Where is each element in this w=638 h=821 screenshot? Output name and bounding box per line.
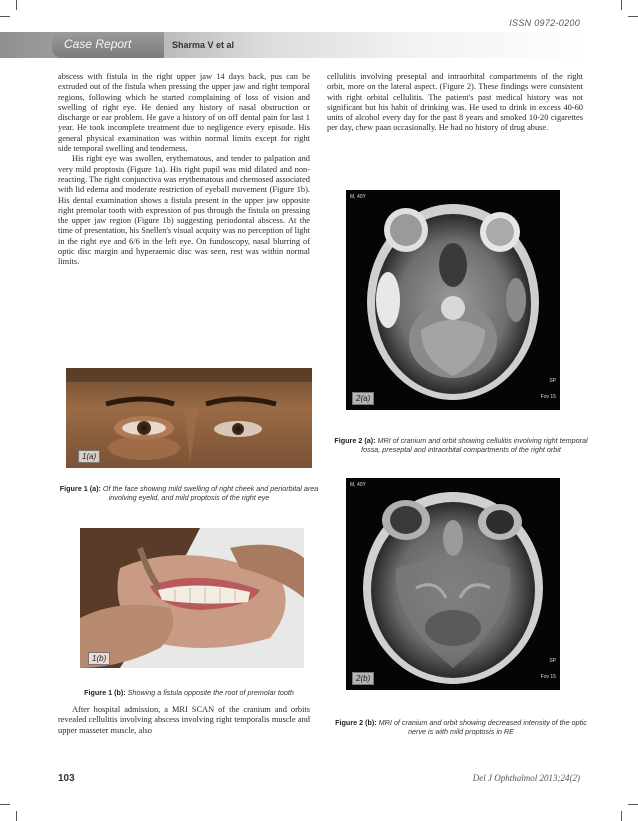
figure-1b-label: 1(b) (88, 652, 110, 665)
crop-mark (0, 804, 10, 805)
figure-2b-label: 2(b) (352, 672, 374, 685)
crop-mark (621, 811, 622, 821)
paragraph: After hospital admission, a MRI SCAN of the cranium and orbits revealed cellulitis involving abscess involving right temporalis muscle and upper masseter muscle, also (58, 705, 310, 735)
figure-1a-caption (58, 484, 320, 502)
section-label: Case Report (64, 37, 132, 51)
caption-text: Showing a fistula opposite the root of premolar tooth (125, 688, 294, 697)
figure-1a-label: 1(a) (78, 450, 100, 463)
crop-mark (628, 16, 638, 17)
mouth-photo-image (80, 528, 304, 668)
crop-mark (621, 0, 622, 10)
paragraph: abscess with fistula in the right upper jaw 14 days back, pus can be extruded out of the fistula when pressing the upper jaw and right temporal regions, following which he started complaining of loss of vision and swelling of right eye. He denied any history of nasal obstruction or discharge or ear problem. He gave a history of on off dental pain for last 1 year. He took incomplete treatment due to negligence every episode. His general physical examination was within normal limits except for right side temporal swelling and tenderness. (58, 72, 310, 154)
mri-scan-info: SP (549, 378, 556, 384)
running-authors: Sharma V et al (172, 40, 235, 50)
face-photo-image (66, 368, 312, 468)
figure-2a-label: 2(a) (352, 392, 374, 405)
mri-scan-info: Fov 15 (540, 674, 556, 680)
journal-citation: Del J Ophthalmol 2013;24(2) (472, 773, 580, 783)
caption-text: Of the face showing mild swelling of right cheek and periorbital area involving eyelid, and mild proptosis of the right eye (100, 484, 319, 502)
figure-1b-photo (80, 528, 304, 668)
caption-prefix: Figure 1 (a): (59, 484, 101, 493)
paragraph: cellulitis involving preseptal and intraorbital compartments of the right orbit, more on the lateral aspect. (Figure 2). These findings were consistent with right orbital cellulitis. The patient's past medical history was not significant but his habit of drinking was. He used to drink in excess 40-60 units of alcohol every day for the past 8 years and smoked 10-20 cigarettes per day, chew paan occasionally. He had no history of drug abuse. (327, 72, 583, 133)
mri-scan-info: SP (549, 658, 556, 664)
figure-2b-caption (330, 718, 592, 736)
mri-patient-info: M, 40Y (350, 194, 366, 200)
caption-prefix: Figure 2 (a): (334, 436, 376, 445)
caption-prefix: Figure 2 (b): (335, 718, 377, 727)
mri-scan-info: Fov 15 (540, 394, 556, 400)
caption-prefix: Figure 1 (b): (84, 688, 126, 697)
caption-text: MRI of cranium and orbit showing decreased intensity of the optic nerve is with mild proptosis in RE (376, 718, 587, 736)
crop-mark (16, 811, 17, 821)
mri-image-b (346, 478, 560, 690)
mri-image-a (346, 190, 560, 410)
left-column (58, 72, 310, 268)
figure-1b-caption (58, 688, 320, 697)
left-column-bottom (58, 705, 310, 736)
figure-2a-caption (330, 436, 592, 454)
page-number: 103 (58, 773, 75, 784)
mri-patient-info: M, 40Y (350, 482, 366, 488)
crop-mark (0, 16, 10, 17)
figure-2a-mri (346, 190, 560, 410)
figure-2b-mri (346, 478, 560, 690)
crop-mark (16, 0, 17, 10)
figure-1a-photo (66, 368, 312, 468)
paragraph: His right eye was swollen, erythematous, and tender to palpation and very mild proptosis (Figure 1a). His right pupil was mid dilated and non-reacting. The right conjunctiva was erythematous and chemosed associated with lid edema and moderate restriction of eyeball movement (Figure 1b). His dental examination shows a fistula present in the upper jaw opposite right premolar tooth with expression of pus through the fistula on pressing the upper jaw region (Figure 1b) suggesting periodontal abscess. At the time of presentation, his Snellen's visual acquity was no perception of light in the right eye and 6/6 in the left eye. On fundoscopy, nasal blurring of optic disc margin and hyperaemic disc was seen, rest was within normal limits. (58, 154, 310, 267)
crop-mark (628, 804, 638, 805)
issn-number: ISSN 0972-0200 (509, 18, 580, 28)
caption-text: MRI of cranium and orbit showing cellulitis involving right temporal fossa, preseptal and intraorbital compartments of the right orbit (361, 436, 588, 454)
right-column (327, 72, 583, 134)
